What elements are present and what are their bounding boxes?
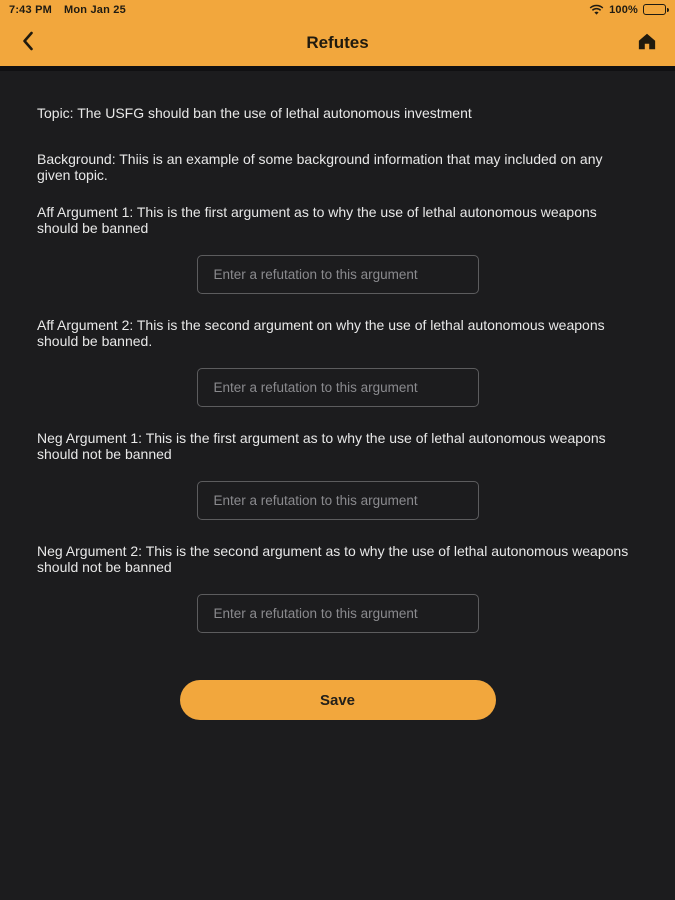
neg-argument-2-label: Neg Argument 2: This is the second argument as to why the use of lethal autonomous weapons should not be banned: [37, 543, 629, 575]
home-button[interactable]: [619, 19, 675, 66]
page-title: Refutes: [306, 32, 369, 52]
background-text: Background: Thiis is an example of some background information that may included on any given topic.: [37, 151, 603, 183]
aff-argument-2-label: Aff Argument 2: This is the second argument on why the use of lethal autonomous weapons should be banned.: [37, 317, 605, 349]
battery-icon: [643, 4, 666, 15]
save-button[interactable]: Save: [180, 680, 496, 720]
refutation-input-aff-2[interactable]: [197, 368, 479, 407]
status-left: [9, 4, 126, 16]
battery-tip: [667, 8, 670, 13]
back-chevron-icon: [19, 30, 37, 55]
back-button[interactable]: [0, 19, 56, 66]
status-time: 7:43 PM: [9, 3, 52, 16]
neg-argument-1-label: Neg Argument 1: This is the first argument as to why the use of lethal autonomous weapons should not be banned: [37, 430, 606, 462]
refutation-input-neg-1[interactable]: [197, 481, 479, 520]
home-icon: [638, 33, 656, 53]
refutation-input-aff-1[interactable]: [197, 255, 479, 294]
refutation-input-neg-2[interactable]: [197, 594, 479, 633]
battery-percent: 100%: [609, 3, 638, 16]
content: [0, 71, 675, 720]
neg-argument-1-section: [37, 430, 638, 520]
nav-bar: [0, 19, 675, 66]
wifi-icon: [589, 4, 604, 16]
status-bar: [0, 0, 675, 19]
aff-argument-1-label: Aff Argument 1: This is the first argument as to why the use of lethal autonomous weapons should be banned: [37, 204, 597, 236]
topic-text: Topic: The USFG should ban the use of lethal autonomous investment: [37, 105, 472, 121]
aff-argument-2-section: [37, 317, 638, 407]
status-right: [589, 4, 666, 16]
status-date: Mon Jan 25: [63, 3, 126, 16]
aff-argument-1-section: [37, 204, 638, 294]
neg-argument-2-section: [37, 543, 638, 633]
